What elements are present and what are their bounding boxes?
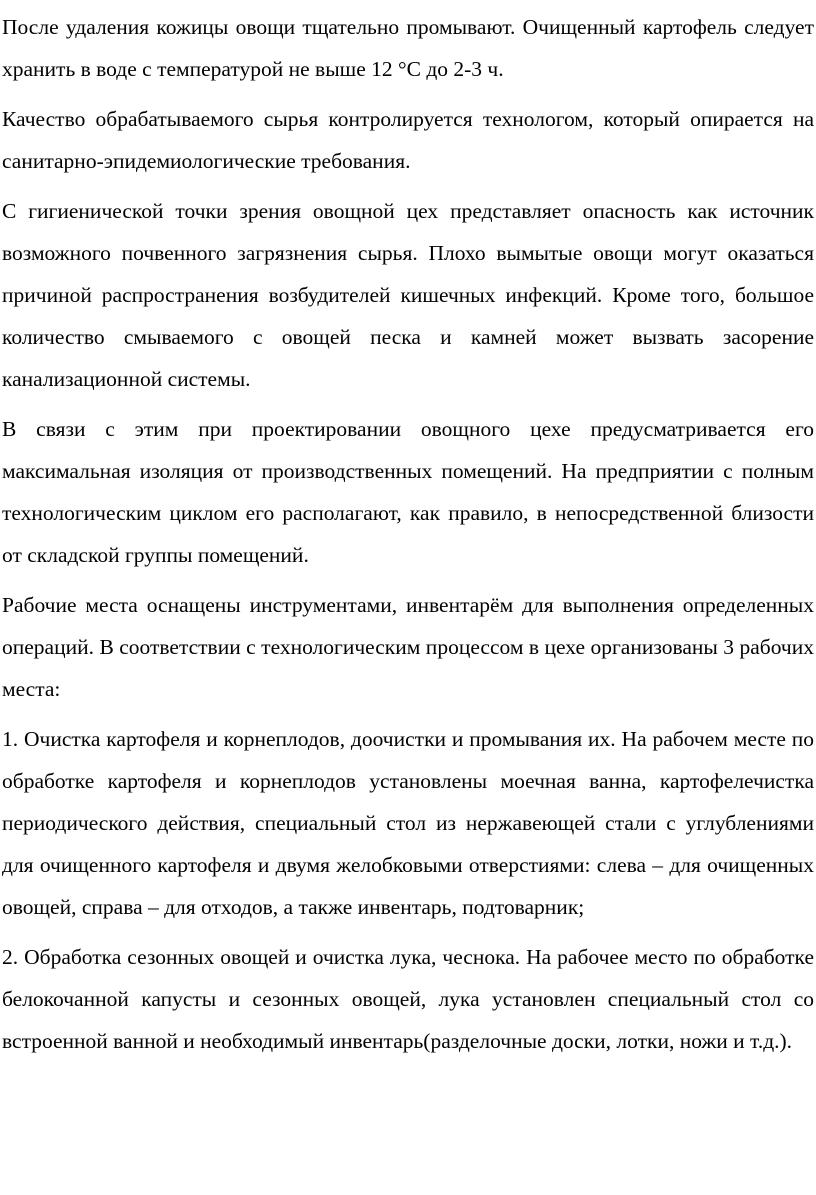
paragraph-potato-washing: После удаления кожицы овощи тщательно промывают. Очищенный картофель следует хранить в воде с температурой не выше 12 °С до 2-3 ч. [2,15,814,81]
paragraph-hygiene: С гигиенической точки зрения овощной цех представляет опасность как источник возможного почвенного загрязнения сырья. Плохо вымытые овощи могут оказаться причиной распространения возбудителей кишечных инфекций. Кроме того, большое количество смываемого с овощей песка и камней может вызвать засорение канализационной системы. [2,199,814,391]
list-item-workplace-1: 1. Очистка картофеля и корнеплодов, доочистки и промывания их. На рабочем месте по обработке картофеля и корнеплодов установлены моечная ванна, картофелечистка периодического действия, специальный стол из нержавеющей стали с углублениями для очищенного картофеля и двумя желобковыми отверстиями: слева – для очищенных овощей, справа – для отходов, а также инвентарь, подтоварник; [2,727,814,919]
paragraph-workshop-isolation: В связи с этим при проектировании овощного цехе предусматривается его максимальная изоляция от производственных помещений. На предприятии с полным технологическим циклом его располагают, как правило, в непосредственной близости от складской группы помещений. [2,417,814,567]
paragraph-quality-control: Качество обрабатываемого сырья контролируется технологом, который опирается на санитарно-эпидемиологические требования. [2,107,814,173]
paragraph-workplaces-intro: Рабочие места оснащены инструментами, инвентарём для выполнения определенных операций. В соответствии с технологическим процессом в цехе организованы 3 рабочих места: [2,593,814,701]
list-item-workplace-2: 2. Обработка сезонных овощей и очистка лука, чеснока. На рабочее место по обработке белокочанной капусты и сезонных овощей, лука установлен специальный стол со встроенной ванной и необходимый инвентарь(разделочные доски, лотки, ножи и т.д.). [2,945,814,1053]
